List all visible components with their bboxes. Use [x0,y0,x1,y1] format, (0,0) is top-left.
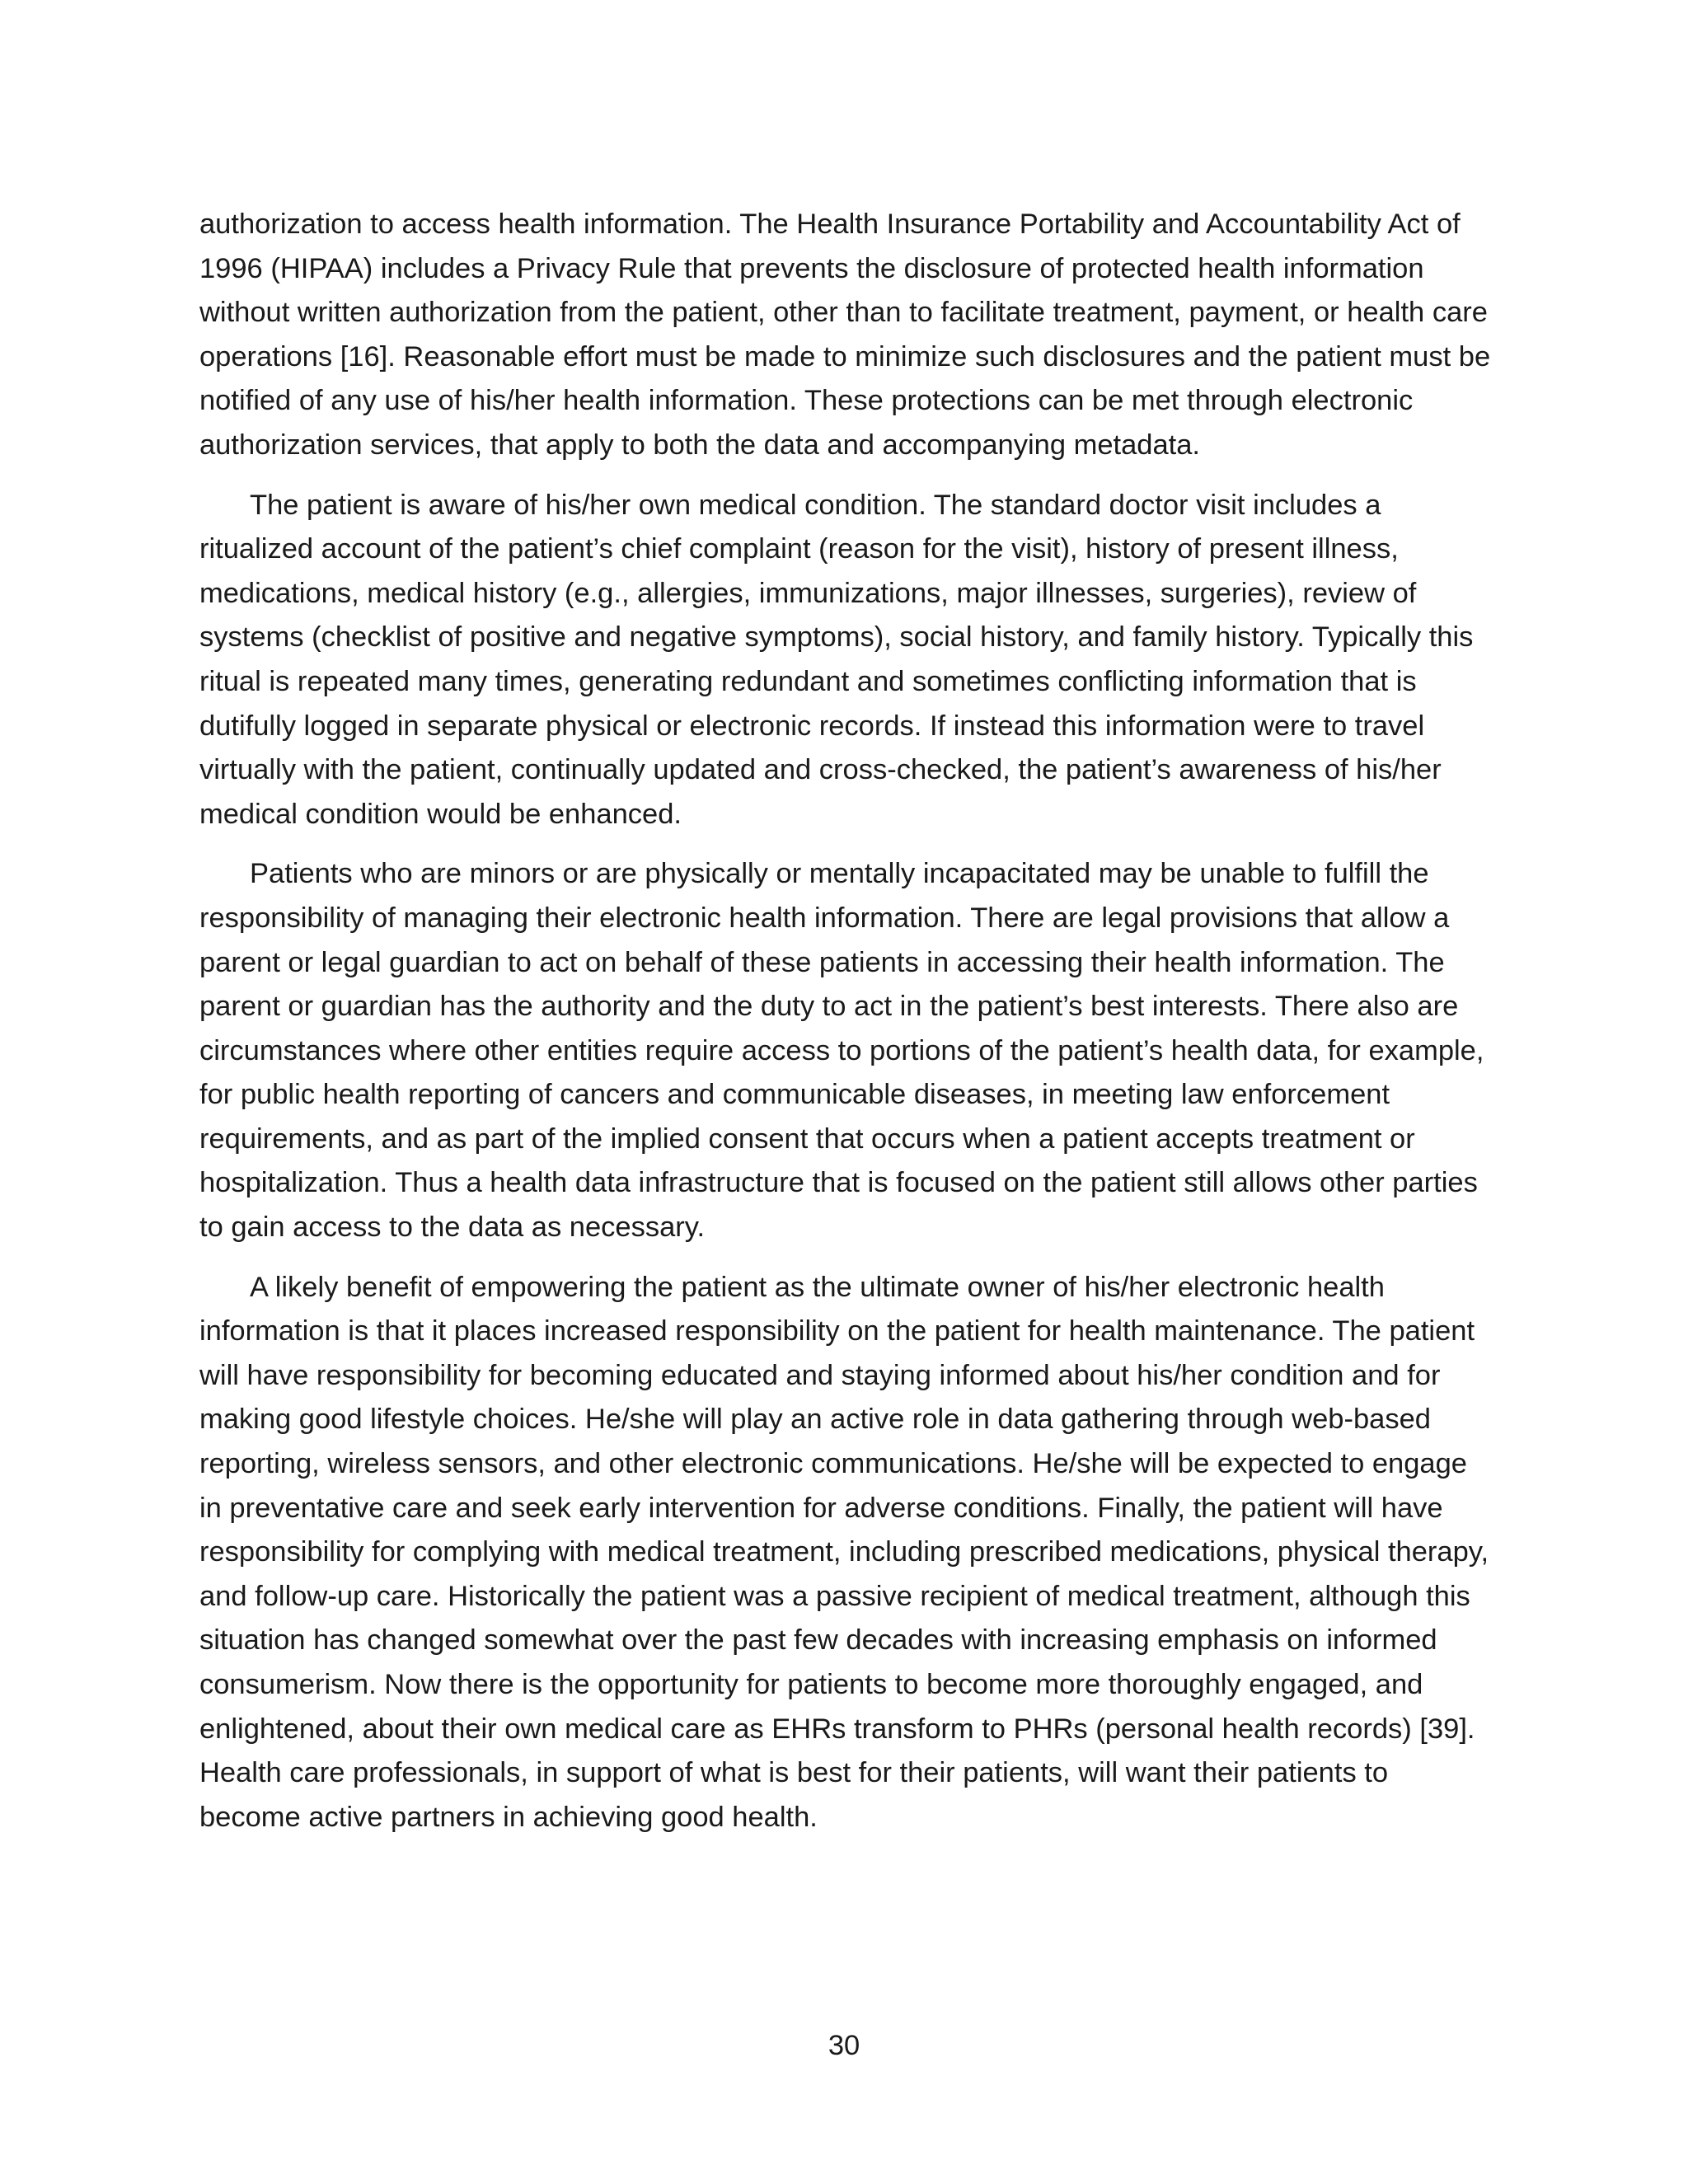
body-text [199,203,1497,1855]
paragraph-patient-awareness: The patient is aware of his/her own medical condition. The standard doctor visit includes a ritualized account of the patient’s chief complaint (reason for the visit), history of present illness, medications, medical history (e.g., allergies, immunizations, major illnesses, surgeries), review of systems (checklist of positive and negative symptoms), social history, and family history. Typically this ritual is repeated many times, generating redundant and sometimes conflicting information that is dutifully logged in separate physical or electronic records. If instead this information were to travel virtually with the patient, continually updated and cross-checked, the patient’s awareness of his/her medical condition would be enhanced. [199,489,1474,830]
paragraph-continuation: authorization to access health information. The Health Insurance Portability and Accountability Act of 1996 (HIPAA) includes a Privacy Rule that prevents the disclosure of protected health information without written authorization from the patient, other than to facilitate treatment, payment, or health care operations [16]. Reasonable effort must be made to minimize such disclosures and the patient must be notified of any use of his/her health information. These protections can be met through electronic authorization services, that apply to both the data and accompanying metadata. [199,209,1491,461]
page-number: 30 [828,2030,860,2061]
paragraph-patient-responsibility: A likely benefit of empowering the patient as the ultimate owner of his/her electronic health information is that it places increased responsibility on the patient for health maintenance. The patient will have responsibility for becoming educated and staying informed about his/her condition and for making good lifestyle choices. He/she will play an active role in data gathering through web-based reporting, wireless sensors, and other electronic communications. He/she will be expected to engage in preventative care and seek early intervention for adverse conditions. Finally, the patient will have responsibility for complying with medical treatment, including prescribed medications, physical therapy, and follow-up care. Historically the patient was a passive recipient of medical treatment, although this situation has changed somewhat over the past few decades with increasing emphasis on informed consumerism. Now there is the opportunity for patients to become more thoroughly engaged, and enlightened, about their own medical care as EHRs transform to PHRs (personal health records) [39]. Health care professionals, in support of what is best for their patients, will want their patients to become active partners in achieving good health. [199,1271,1489,1833]
paragraph-minors-guardians: Patients who are minors or are physically or mentally incapacitated may be unable to fulfill the responsibility of managing their electronic health information. There are legal provisions that allow a parent or legal guardian to act on behalf of these patients in accessing their health information. The parent or guardian has the authority and the duty to act in the patient’s best interests. There also are circumstances where other entities require access to portions of the patient’s health data, for example, for public health reporting of cancers and communicable diseases, in meeting law enforcement requirements, and as part of the implied consent that occurs when a patient accepts treatment or hospitalization. Thus a health data infrastructure that is focused on the patient still allows other parties to gain access to the data as necessary. [199,858,1484,1244]
